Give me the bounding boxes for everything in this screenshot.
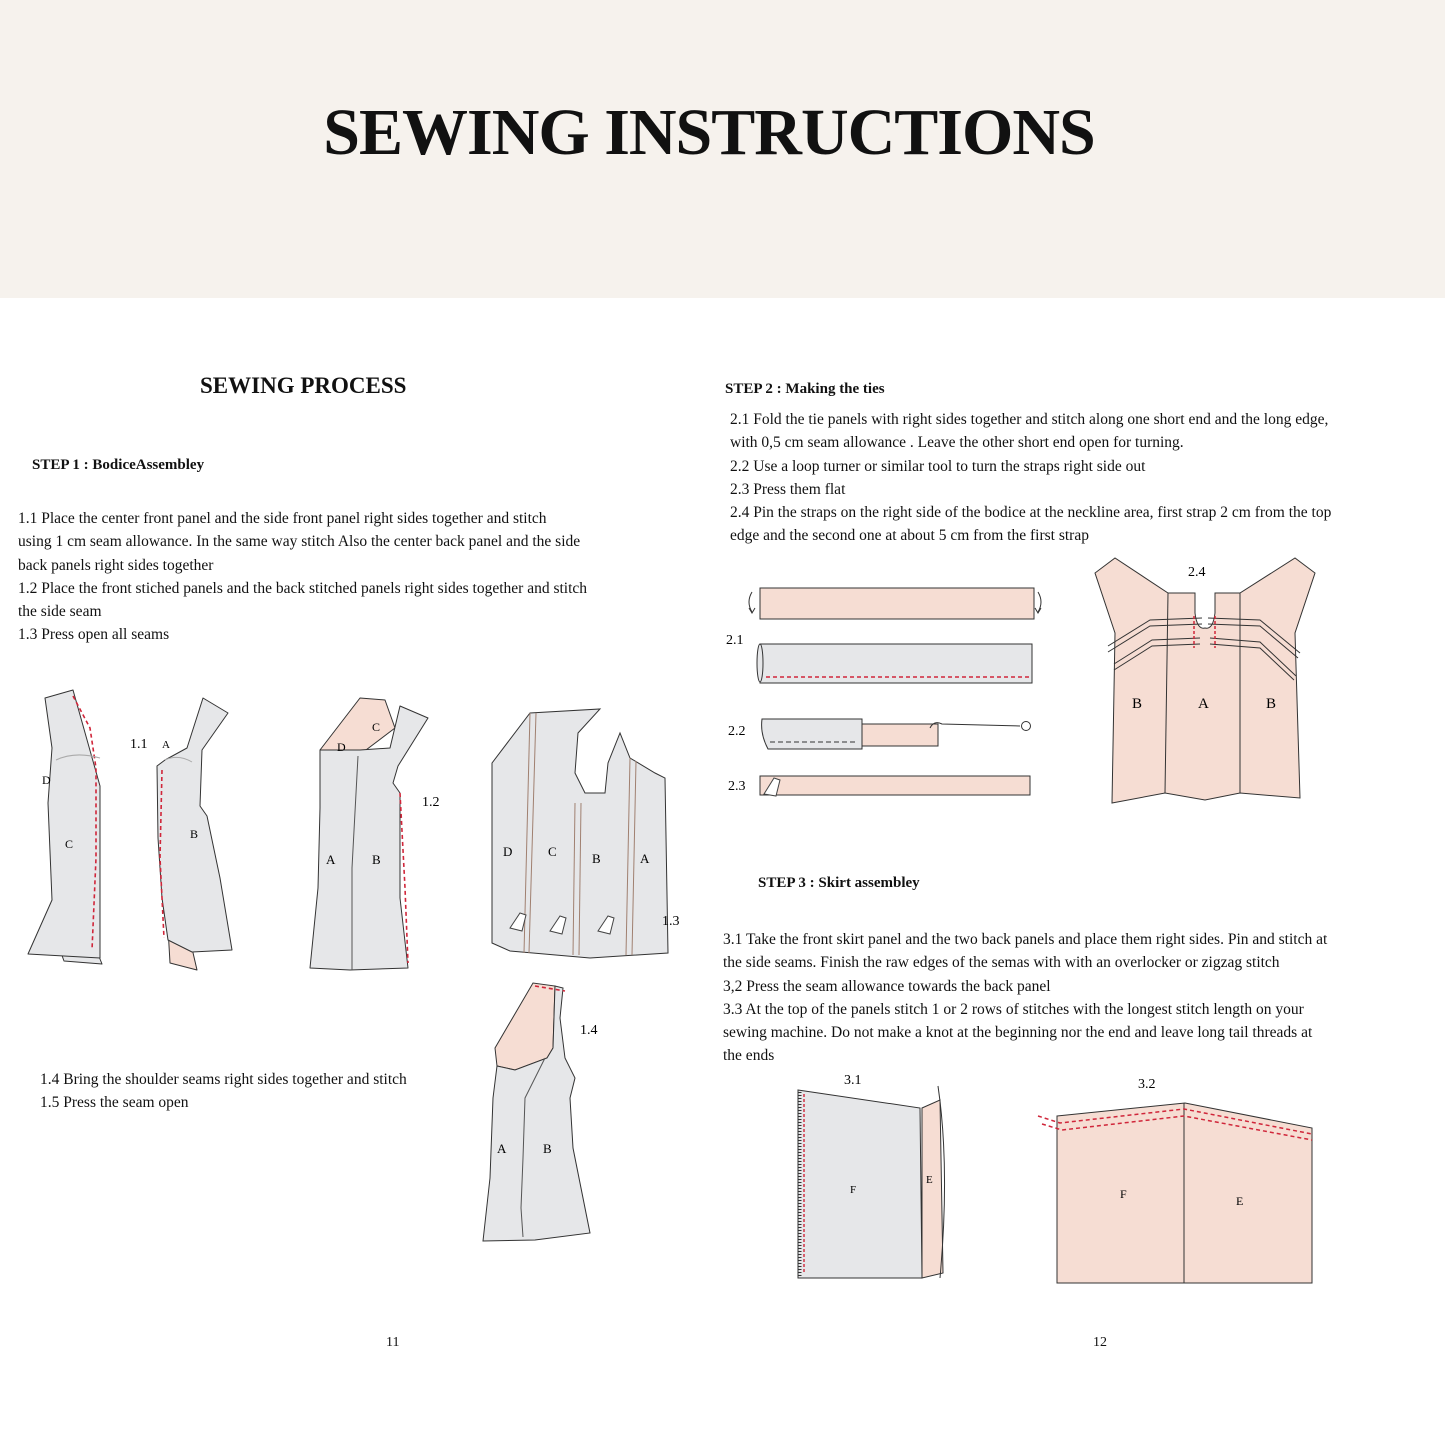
figure-1-1 [20, 688, 245, 978]
fig-1-4-label: 1.4 [580, 1023, 598, 1038]
page-number: 12 [1093, 1335, 1107, 1350]
step1-instructions-b: 1.4 Bring the shoulder seams right sides together and stitch 1.5 Press the seam open [40, 1071, 407, 1112]
fig-2-4-label: 2.4 [1188, 565, 1206, 580]
step1-title: STEP 1 : BodiceAssembley [32, 457, 205, 473]
svg-text:B: B [592, 851, 601, 866]
svg-text:B: B [372, 852, 381, 867]
svg-text:C: C [548, 844, 557, 859]
svg-text:B: B [1266, 696, 1277, 712]
svg-text:C: C [372, 720, 381, 734]
svg-text:B: B [1132, 696, 1143, 712]
svg-text:F: F [850, 1184, 857, 1196]
svg-text:A: A [640, 851, 650, 866]
svg-text:A: A [497, 1141, 507, 1156]
figure-1-4 [475, 978, 625, 1263]
fig-1-2-label: 1.2 [422, 795, 440, 810]
fig-2-2-label: 2.2 [728, 724, 746, 739]
step2-title: STEP 2 : Making the ties [725, 381, 885, 397]
figure-2-4 [1090, 548, 1320, 808]
svg-text:C: C [65, 837, 74, 851]
fig-2-3-label: 2.3 [728, 779, 746, 794]
page-number: 11 [386, 1335, 400, 1350]
page-title: SEWING INSTRUCTIONS [323, 96, 1095, 169]
fig-2-1-label: 2.1 [726, 633, 744, 648]
figure-ties [720, 578, 1060, 818]
fig-1-3-label: 1.3 [662, 914, 680, 929]
svg-text:D: D [42, 773, 51, 787]
step3-title: STEP 3 : Skirt assembley [758, 875, 920, 891]
svg-text:D: D [503, 844, 513, 859]
figure-3-2 [1030, 1068, 1330, 1293]
step2-instructions: 2.1 Fold the tie panels with right sides together and stitch along one short end and the long edge, with 0,5 cm seam allowance . Leave the other short end open for turning. 2.2 Use a loop turner or similar tool to turn the straps right side out 2.3 Press them flat 2.4 Pin the straps on the right side of the bodice at the neckline area, first strap 2 cm from the top edge and the second one at about 5 cm from the first strap [730, 411, 1332, 545]
svg-text:A: A [1198, 696, 1209, 712]
fig-1-1-label: 1.1 [130, 737, 148, 752]
right-page [720, 298, 1445, 1445]
svg-text:E: E [926, 1174, 933, 1186]
svg-text:A: A [162, 739, 170, 751]
step3-instructions: 3.1 Take the front skirt panel and the two back panels and place them right sides. Pin and stitch at the side seams. Finish the raw edges of the semas with with an overlocker or zigzag stitch 3,2 Press the seam allowance towards the back panel 3.3 At the top of the panels stitch 1 or 2 rows of stitches with the longest stitch length on your sewing machine. Do not make a knot at the beginning nor the end and leave long tail threads at the ends [723, 931, 1328, 1065]
section-title: SEWING PROCESS [200, 373, 407, 398]
svg-text:B: B [543, 1141, 552, 1156]
figure-1-3 [490, 703, 690, 963]
svg-text:D: D [337, 740, 346, 754]
fig-3-1-label: 3.1 [844, 1073, 862, 1088]
svg-text:F: F [1120, 1187, 1127, 1201]
svg-text:A: A [326, 852, 336, 867]
left-page [0, 298, 720, 1445]
figure-3-1 [790, 1068, 970, 1293]
svg-text:E: E [1236, 1194, 1244, 1208]
fig-3-2-label: 3.2 [1138, 1077, 1156, 1092]
figure-1-2 [300, 688, 460, 978]
step1-instructions: 1.1 Place the center front panel and the side front panel right sides together and stitch using 1 cm seam allowance. In the same way stitch Also the center back panel and the side back panels right sides together 1.2 Place the front stiched panels and the back stitched panels right sides together and stitch the side seam 1.3 Press open all seams [18, 510, 588, 644]
svg-text:B: B [190, 827, 199, 841]
